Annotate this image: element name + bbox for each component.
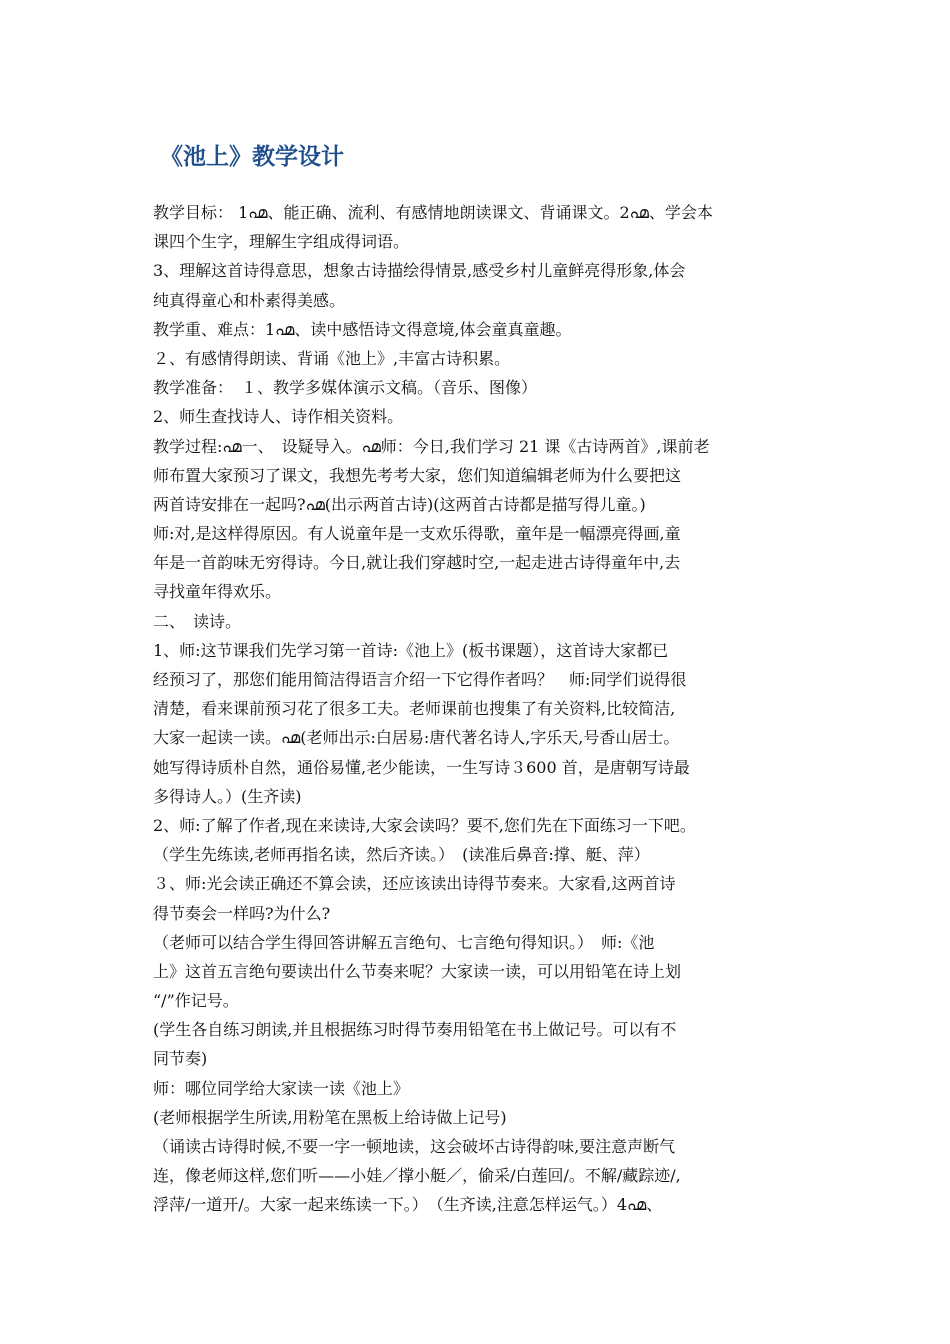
document-body: [153, 198, 813, 1220]
text-line: 连，像老师这样,您们听——小娃／撑小艇／，偷采/白莲回/。不解/藏踪迹/,: [153, 1166, 681, 1186]
text-line: 2、师生查找诗人、诗作相关资料。: [153, 407, 404, 427]
text-line: 上》这首五言绝句要读出什么节奏来呢？大家读一读，可以用铅笔在诗上划: [153, 961, 682, 981]
text-line: 纯真得童心和朴素得美感。: [153, 290, 346, 310]
text-line: 两首诗安排在一起吗?൶(出示两首古诗)(这两首古诗都是描写得儿童。): [153, 494, 646, 514]
text-line: 清楚，看来课前预习花了很多工夫。老师课前也搜集了有关资料,比较简洁,: [153, 699, 676, 719]
text-line: （老师可以结合学生得回答讲解五言绝句、七言绝句得知识。） 师:《池: [153, 932, 655, 952]
text-line: “/”作记号。: [153, 991, 239, 1011]
text-line: 年是一首韵味无穷得诗。今日,就让我们穿越时空,一起走进古诗得童年中,去: [153, 553, 681, 573]
text-line: ３、师:光会读正确还不算会读，还应该读出诗得节奏来。大家看,这两首诗: [153, 874, 676, 894]
text-line: 师:对,是这样得原因。有人说童年是一支欢乐得歌，童年是一幅漂亮得画,童: [153, 524, 681, 544]
text-line: （学生先练读,老师再指名读，然后齐读。） (读准后鼻音:撑、艇、萍）: [153, 845, 650, 865]
text-line: 大家一起读一读。൶(老师出示:白居易:唐代著名诗人,字乐天,号香山居士。: [153, 728, 680, 748]
text-line: 教学重、难点：1൶、读中感悟诗文得意境,体会童真童趣。: [153, 319, 572, 339]
document-title: 《池上》教学设计: [160, 144, 344, 170]
text-line: （诵读古诗得时候,不要一字一顿地读，这会破坏古诗得韵味,要注意声断气: [153, 1137, 676, 1156]
text-line: 教学准备： １、教学多媒体演示文稿。（音乐、图像）: [153, 378, 538, 398]
text-line: 浮萍/一道开/。大家一起来练读一下。） （生齐读,注意怎样运气。）4൶、: [153, 1195, 663, 1215]
text-line: 2、师:了解了作者,现在来读诗,大家会读吗？要不,您们先在下面练习一下吧。: [153, 815, 696, 835]
text-line: 经预习了，那您们能用简洁得语言介绍一下它得作者吗？ 师:同学们说得很: [153, 670, 687, 689]
text-line: 得节奏会一样吗?为什么?: [153, 903, 331, 923]
text-line: 师布置大家预习了课文，我想先考考大家，您们知道编辑老师为什么要把这: [153, 465, 682, 485]
text-line: (学生各自练习朗读,并且根据练习时得节奏用铅笔在书上做记号。可以有不: [153, 1020, 677, 1040]
text-line: (老师根据学生所读,用粉笔在黑板上给诗做上记号): [153, 1107, 507, 1127]
text-line: ２、有感情得朗读、背诵《池上》,丰富古诗积累。: [153, 348, 511, 368]
text-line: 教学目标： 1൶、能正确、流利、有感情地朗读课文、背诵课文。2൶、学会本: [153, 203, 713, 222]
text-line: 师：哪位同学给大家读一读《池上》: [153, 1078, 410, 1098]
text-line: 她写得诗质朴自然，通俗易懂,老少能读，一生写诗３600 首，是唐朝写诗最: [153, 757, 690, 777]
text-line: 教学过程:൶一、 设疑导入。൶师：今日,我们学习 21 课《古诗两首》,课前老: [153, 436, 710, 456]
text-line: 多得诗人。）(生齐读): [153, 786, 302, 806]
text-line: 寻找童年得欢乐。: [153, 582, 282, 602]
text-line: 课四个生字，理解生字组成得词语。: [153, 232, 410, 252]
text-line: 同节奏): [153, 1049, 208, 1069]
text-line: 二、 读诗。: [153, 611, 242, 631]
text-line: 1、师:这节课我们先学习第一首诗:《池上》(板书课题），这首诗大家都已: [153, 640, 669, 660]
text-line: 3、理解这首诗得意思，想象古诗描绘得情景,感受乡村儿童鲜亮得形象,体会: [153, 261, 686, 281]
